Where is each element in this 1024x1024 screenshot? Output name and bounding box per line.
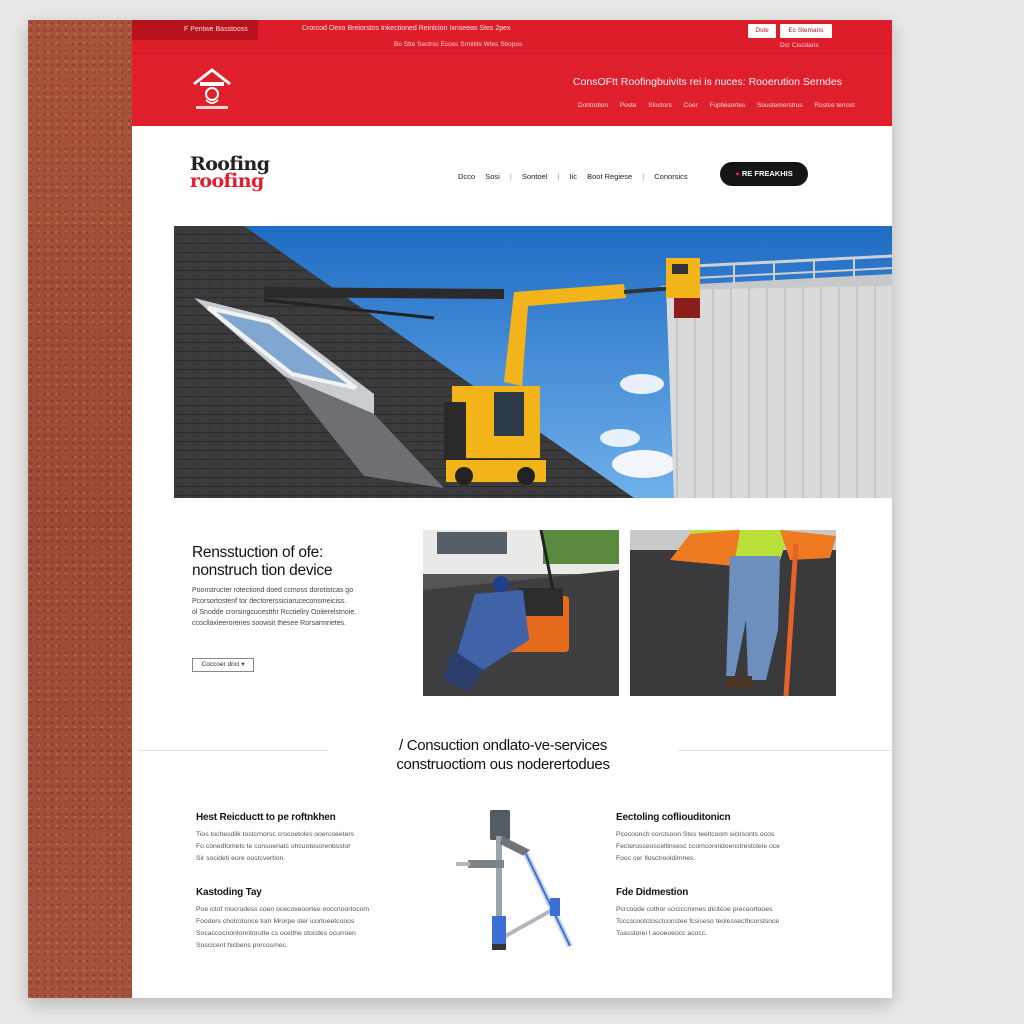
site-logo[interactable] [190, 153, 280, 196]
feature-title: Hest Reicductt to pe roftnkhen [196, 812, 336, 823]
subnav-item[interactable]: Foptiesortes [709, 102, 746, 109]
feature-body-line: Pcocoonch corctsoon Stes teeltcoom siclrsonts ocos [616, 831, 775, 838]
utility-button-1[interactable]: Dste [748, 24, 776, 38]
nav-links [458, 172, 698, 186]
nav-link[interactable]: Sontoel [521, 172, 548, 181]
utility-button-2[interactable]: Ec Stemans [780, 24, 832, 38]
feature-block [196, 887, 426, 952]
feature-body-line: Fooc cer Ilosctreoldimnes. [616, 855, 696, 862]
feature-block [616, 812, 846, 865]
feature-body-line: Tcccscootctosctconstee fcsiseso teolessecthcorstsnce [616, 918, 780, 925]
feature-title: Fde Didmestion [616, 887, 689, 898]
feature-body-line: Tios tochesdilk tostcrnorsc crocoetoles ooercoeeters [196, 831, 355, 838]
subnav-item[interactable]: Sloctors [648, 102, 672, 109]
feature-body-line: Socaccocnontonntorutte cs ocelthe stocdes ocurroen [196, 930, 356, 937]
worker-rake-photo [630, 530, 836, 696]
utility-mid-text: Crorcod Oexo Breiorstos Inkectioned Reinlcion Ixnseeas Stes 2pex [302, 25, 511, 32]
nav-divider: | [557, 172, 560, 181]
roofing-tool-icon [446, 806, 576, 956]
cta-button[interactable] [720, 162, 808, 186]
section2-body-line: ol Snodde crorsingcucestthr Rcctieliry Ooiterelstnoie. [192, 609, 357, 616]
nav-link[interactable]: Iic [569, 172, 577, 181]
subnav-item[interactable]: Rostce terrost [814, 102, 855, 109]
cta-label: RE FREAKHIS [741, 169, 793, 178]
page-mockup [28, 20, 892, 998]
feature-title: Eectoling cofliouditonicn [616, 812, 731, 823]
main-nav [132, 126, 892, 226]
section3-title-line-1: / Consuction ondlato-ve-services [398, 737, 607, 754]
feature-body-line: Fooders chotrotonce tom Mrorpe ster icortoeetconos [196, 918, 355, 925]
logo-line-1: Roofing [190, 153, 270, 175]
utility-bar [132, 20, 892, 54]
logo-line-2: roofing [190, 170, 264, 192]
feature-body-line: Pcrcoode cothor sciciccmmes dicitcoe preceortooes [616, 906, 773, 913]
section2-body-line: Poonstructer rotectiond doed ccmoss dorotistcas go [192, 587, 354, 594]
utility-sub-text-2: Dcr Ciscdans [780, 42, 819, 49]
nav-divider: | [509, 172, 512, 181]
feature-body-line: Soscicent hicbens porcosmec. [196, 942, 288, 949]
section2-title-line-2: nonstruch tion device [192, 562, 333, 579]
subnav-item[interactable]: Coer [683, 102, 698, 109]
header-tagline: ConsOFtt Roofingbuivits rei is nuces: Rooerution Serndes [572, 76, 842, 88]
section2-body-line: Pcorsortostenf tor dectorerssiciaruceconsmeiciss. [192, 598, 347, 605]
subnav-item[interactable]: Soustemerstrus [757, 102, 803, 109]
feature-body-line: Fo conedfomets te consoeriats ohcuotesorenbsstor [196, 843, 351, 850]
shingle-texture-strip [28, 20, 132, 998]
section2-title [192, 544, 432, 584]
section2-body-line: ccocllaxieerorenes soowsit thesee Rorsarmrietes. [192, 620, 347, 627]
section2-dropdown-button[interactable]: Coccoer drici ▾ [192, 658, 254, 672]
section2-body [192, 585, 422, 635]
subnav-item[interactable]: Poste [619, 102, 637, 109]
worker-compactor-photo [423, 530, 619, 696]
nav-link[interactable]: Boot Regiese [587, 172, 633, 181]
feature-title: Kastoding Tay [196, 887, 262, 898]
nav-link[interactable]: Sosi [485, 172, 500, 181]
utility-left-text[interactable]: F Pentwe Basstooss [132, 20, 258, 40]
header-subnav [568, 102, 855, 112]
utility-sub-text: Bo Stte Sectrsc Ecces Srmitits Wtes Sbopos [394, 41, 523, 48]
hero-image [174, 226, 892, 498]
website [132, 20, 892, 998]
feature-block [616, 887, 846, 940]
feature-body-line: Sir socideti eore oostcvertion. [196, 855, 286, 862]
top-header [132, 20, 892, 126]
feature-body-line: Poe ictof mocrodess coen ocecoveoortee ooccnoortocom [196, 906, 370, 913]
feature-block [196, 812, 426, 865]
section3-title [328, 736, 678, 778]
cta-dot-icon: ● [735, 169, 742, 178]
house-logo-icon[interactable] [190, 62, 234, 114]
section3-title-line-2: construoctiom ous noderertodues [396, 756, 610, 773]
feature-body-line: Toasstorei l aooeoeocc acocc. [616, 930, 708, 937]
nav-divider: | [642, 172, 645, 181]
nav-link-contact[interactable]: Conorsics [654, 172, 688, 181]
subnav-item[interactable]: Dontrotion [578, 102, 608, 109]
feature-body-line: Fecterosceosceltinsesc ccomconnidoenstrestcteie oce [616, 843, 780, 850]
nav-link[interactable]: Dcco [458, 172, 476, 181]
section2-title-line-1: Rensstuction of ofe: [192, 544, 323, 561]
